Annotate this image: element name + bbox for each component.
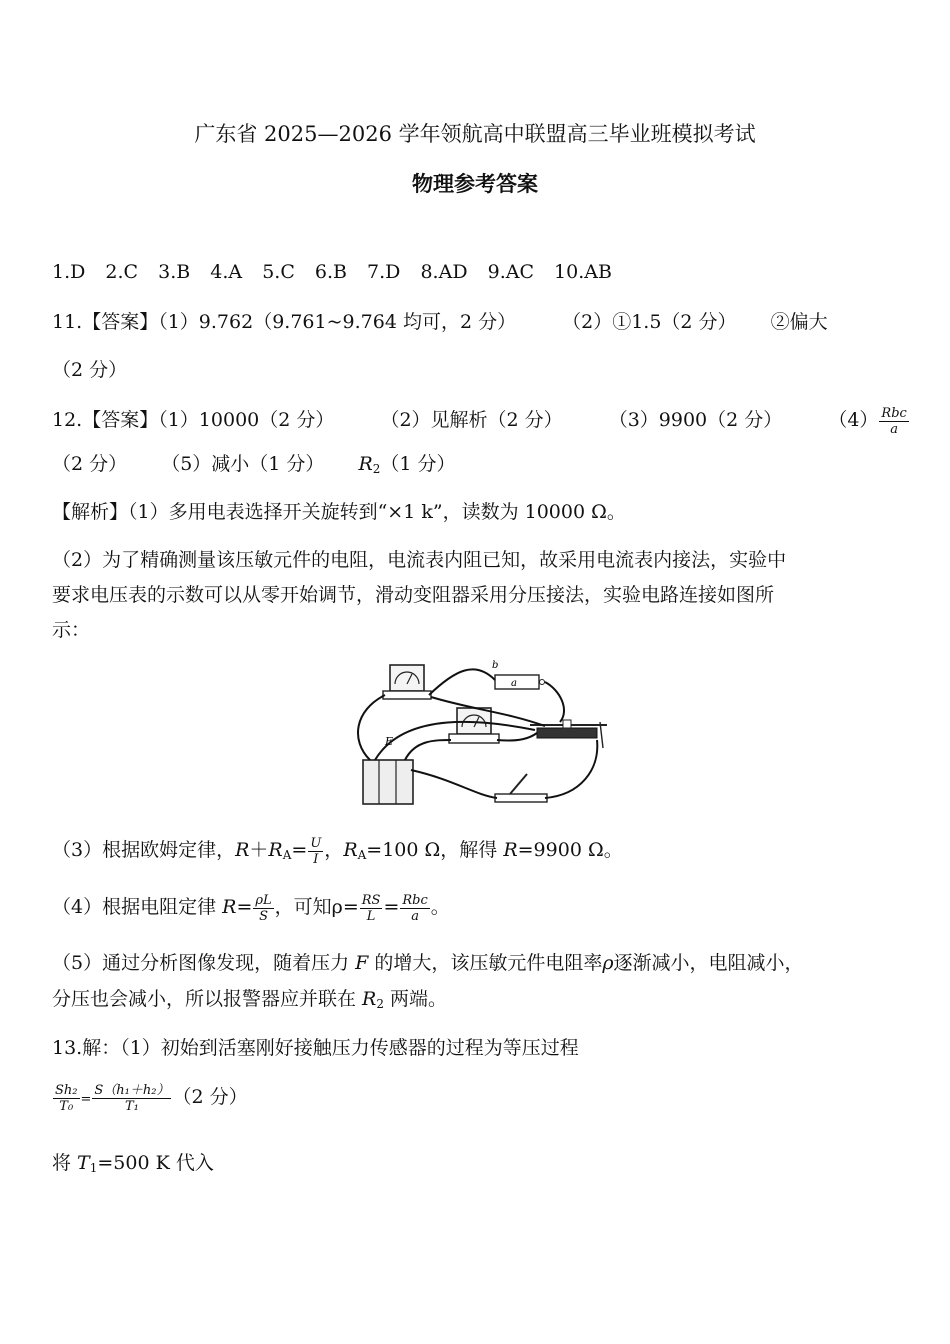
- text-segment: （4）根据电阻定律: [52, 896, 223, 918]
- analysis-line-3: 要求电压表的示数可以从零开始调节，滑动变阻器采用分压接法，实验电路连接如图所: [52, 584, 775, 606]
- subscript-a: A: [357, 848, 367, 862]
- q12-part3: （3）9900（2 分）: [608, 409, 783, 431]
- symbol-ra: R: [343, 839, 358, 861]
- answer-3: 3.B: [158, 261, 191, 283]
- text-segment: 的增大，该压敏元件电阻率: [368, 952, 603, 974]
- text-segment: =9900 Ω。: [517, 839, 623, 861]
- fraction-rs-over-l: [360, 893, 383, 924]
- fraction-numerator: Rbc: [402, 892, 428, 908]
- answer-10: 10.AB: [554, 261, 612, 283]
- answer-5: 5.C: [262, 261, 295, 283]
- fraction-sh1h2-over-t1: [92, 1083, 171, 1114]
- fraction-numerator: RS: [361, 892, 381, 908]
- period: 。: [430, 896, 450, 918]
- symbol-f: F: [355, 952, 369, 974]
- answer-8: 8.AD: [420, 261, 468, 283]
- voltmeter-icon: [383, 665, 431, 699]
- text-segment: 两端。: [384, 988, 448, 1010]
- exam-title: 广东省 2025—2026 学年领航高中联盟高三毕业班模拟考试: [194, 122, 756, 146]
- fraction-denominator: T₁: [125, 1098, 139, 1114]
- analysis-line-5: [52, 835, 623, 867]
- q12-part2: （2）见解析（2 分）: [380, 409, 563, 431]
- text-segment: （3）根据欧姆定律，: [52, 839, 236, 861]
- symbol-r: R: [503, 839, 518, 861]
- subscript-2: 2: [376, 997, 384, 1011]
- text-segment: =100 Ω，解得: [366, 839, 504, 861]
- subscript-1: 1: [89, 1161, 98, 1175]
- label-a: a: [511, 678, 517, 689]
- analysis-line-1: 【解析】（1）多用电表选择开关旋转到“×1 k”，读数为 10000 Ω。: [52, 501, 626, 523]
- q12-answer-line-2: [52, 449, 456, 476]
- circuit-diagram: [345, 650, 615, 810]
- fraction-sh2-over-t0: [53, 1083, 80, 1114]
- text-segment: 逐渐减小，电阻减小，: [613, 952, 804, 974]
- fraction-denominator: S: [259, 908, 268, 924]
- exam-subtitle: 物理参考答案: [412, 171, 538, 196]
- q11-part2b: ②偏大: [770, 311, 828, 333]
- fraction-denominator: a: [890, 421, 898, 437]
- text-segment: 将: [52, 1152, 78, 1174]
- q11-answer-line: [52, 307, 828, 334]
- text-segment: =500 K 代入: [97, 1152, 214, 1174]
- label-b: b: [492, 660, 499, 671]
- answer-1: 1.D: [52, 261, 86, 283]
- subscript-a: A: [282, 848, 292, 862]
- symbol-ra: R: [268, 839, 283, 861]
- q13-equation: [52, 1082, 248, 1114]
- score: （2 分）: [172, 1086, 248, 1108]
- text-segment: 分压也会减小，所以报警器应并联在: [52, 988, 363, 1010]
- fraction-rbc-over-a: [400, 893, 429, 924]
- fraction-numerator: Sh₂: [55, 1082, 78, 1098]
- pressure-element-icon: [492, 660, 545, 689]
- analysis-line-4: 示：: [52, 619, 91, 641]
- r2-symbol: R: [358, 453, 373, 475]
- fraction-rhol-over-s: [253, 893, 273, 924]
- fraction-numerator: U: [310, 835, 322, 851]
- q13-line-3: [52, 1148, 214, 1175]
- answer-7: 7.D: [367, 261, 401, 283]
- q11-part2: （2）①1.5（2 分）: [562, 311, 737, 333]
- symbol-r: R: [235, 839, 250, 861]
- symbol-rho: ρ: [602, 952, 614, 974]
- analysis-line-7: [52, 948, 804, 975]
- q11-part1: 11.【答案】（1）9.762（9.761~9.764 均可，2 分）: [52, 311, 517, 333]
- fraction-u-over-i: [308, 836, 323, 867]
- analysis-line-8: [52, 984, 447, 1011]
- answer-2: 2.C: [105, 261, 139, 283]
- q12-part4-fraction: [879, 406, 908, 437]
- q13-line-1: 13.解：（1）初始到活塞刚好接触压力传感器的过程为等压过程: [52, 1037, 579, 1059]
- fraction-numerator: ρL: [255, 892, 272, 908]
- fraction-numerator: Rbc: [881, 405, 907, 421]
- symbol-r: R: [222, 896, 237, 918]
- text-segment: ，可知ρ=: [274, 896, 359, 918]
- text-segment: （5）通过分析图像发现，随着压力: [52, 952, 356, 974]
- fraction-denominator: L: [366, 908, 376, 924]
- equals-sign: =: [383, 896, 400, 918]
- equals-sign: =: [291, 839, 308, 861]
- r2-score: （1 分）: [380, 453, 456, 475]
- analysis-line-2: （2）为了精确测量该压敏元件的电阻，电流表内阻已知，故采用电流表内接法，实验中: [52, 549, 787, 571]
- comma: ，: [324, 839, 344, 861]
- equals-sign: =: [236, 896, 253, 918]
- q12-part4-score: （2 分）: [52, 453, 128, 475]
- q11-score-line: （2 分）: [52, 359, 128, 381]
- answer-4: 4.A: [210, 261, 243, 283]
- q12-part5: （5）减小（1 分）: [161, 453, 325, 475]
- analysis-line-6: [52, 892, 450, 924]
- ammeter-icon: [449, 708, 499, 743]
- answer-6: 6.B: [314, 261, 347, 283]
- fraction-denominator: I: [313, 851, 319, 867]
- plus-sign: ＋: [249, 839, 269, 861]
- symbol-t: T: [77, 1152, 90, 1174]
- fraction-numerator: S（h₁＋h₂）: [94, 1082, 170, 1098]
- label-e: E: [385, 735, 394, 748]
- q12-part4: （4）: [828, 409, 879, 431]
- fraction-denominator: T₀: [59, 1098, 74, 1114]
- symbol-r: R: [362, 988, 377, 1010]
- r2-subscript: 2: [372, 462, 381, 476]
- answer-9: 9.AC: [487, 261, 534, 283]
- equals-sign: =: [80, 1092, 92, 1107]
- fraction-denominator: a: [411, 908, 419, 924]
- switch-icon: [495, 774, 547, 802]
- choice-answers: [52, 261, 612, 283]
- q12-part1: 12.【答案】（1）10000（2 分）: [52, 409, 335, 431]
- q12-answer-line: [52, 405, 910, 437]
